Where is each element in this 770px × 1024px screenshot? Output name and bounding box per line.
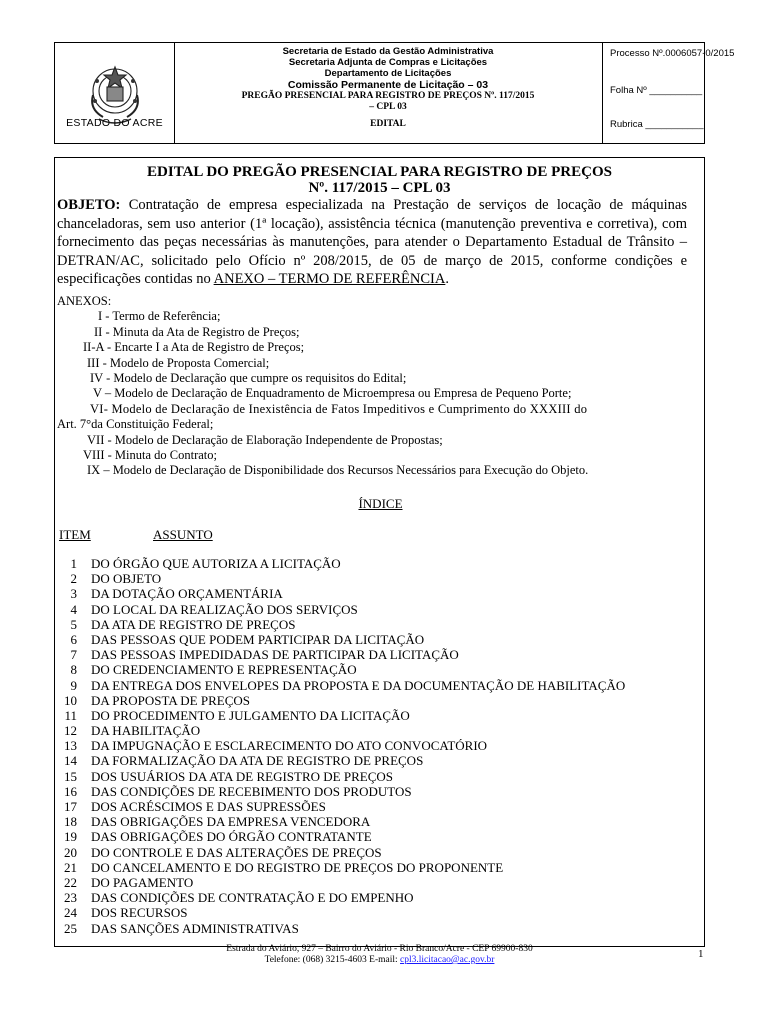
indice-item-number: 20 [64, 844, 77, 860]
anexo-item-continuation: Art. 7°da Constituição Federal; [57, 417, 214, 432]
document-footer [54, 944, 705, 966]
rubrica-field: Rubrica ___________ [610, 119, 704, 130]
indice-row [55, 693, 695, 708]
indice-row [55, 602, 695, 617]
state-name: ESTADO DO ACRE [66, 117, 163, 129]
indice-item-subject: DA IMPUGNAÇÃO E ESCLARECIMENTO DO ATO CONVOCATÓRIO [91, 738, 488, 754]
indice-item-subject: DO CONTROLE E DAS ALTERAÇÕES DE PREÇOS [91, 844, 382, 860]
indice-row [55, 571, 695, 586]
page-number: 1 [698, 948, 704, 960]
indice-item-number: 22 [64, 874, 77, 890]
indice-row [55, 875, 695, 890]
header-pregao-line1: PREGÃO PRESENCIAL PARA REGISTRO DE PREÇOS Nº. 117/2015 [241, 91, 535, 101]
indice-item-number: 4 [70, 601, 77, 617]
document-header [54, 42, 735, 144]
indice-list [55, 556, 695, 936]
header-pregao-line2: – CPL 03 [369, 102, 407, 112]
anexos-label: ANEXOS: [57, 294, 112, 308]
indice-item-subject: DA ENTREGA DOS ENVELOPES DA PROPOSTA E DA DOCUMENTAÇÃO DE HABILITAÇÃO [91, 677, 626, 693]
indice-row [55, 738, 695, 753]
indice-item-subject: DA DOTAÇÃO ORÇAMENTÁRIA [91, 586, 283, 602]
indice-item-subject: DAS PESSOAS QUE PODEM PARTICIPAR DA LICITAÇÃO [91, 631, 425, 647]
indice-item-subject: DAS CONDIÇÕES DE CONTRATAÇÃO E DO EMPENHO [91, 890, 414, 906]
anexo-item: V – Modelo de Declaração de Enquadramento de Microempresa ou Empresa de Pequeno Porte; [93, 386, 572, 401]
indice-item-number: 16 [64, 783, 77, 799]
indice-item-subject: DA HABILITAÇÃO [91, 723, 201, 739]
header-center-cell [174, 43, 603, 143]
indice-row [55, 678, 695, 693]
anexo-item: I - Termo de Referência; [98, 309, 221, 324]
anexo-item: VII - Modelo de Declaração de Elaboração Independente de Propostas; [87, 432, 443, 447]
indice-row [55, 753, 695, 768]
indice-item-subject: DO PAGAMENTO [91, 874, 194, 890]
indice-item-subject: DA FORMALIZAÇÃO DA ATA DE REGISTRO DE PREÇOS [91, 753, 424, 769]
indice-item-subject: DOS USUÁRIOS DA ATA DE REGISTRO DE PREÇOS [91, 768, 393, 784]
indice-col-assunto: ASSUNTO [153, 527, 213, 542]
indice-item-number: 15 [64, 768, 77, 784]
anexo-item: IX – Modelo de Declaração de Disponibilidade dos Recursos Necessários para Execução do Objeto. [87, 463, 589, 478]
header-logo-cell [55, 43, 175, 143]
indice-item-number: 19 [64, 829, 77, 845]
indice-item-number: 13 [64, 738, 77, 754]
objeto-label: OBJETO: [57, 197, 121, 213]
indice-item-number: 21 [64, 859, 77, 875]
indice-item-subject: DAS PESSOAS IMPEDIDADAS DE PARTICIPAR DA LICITAÇÃO [91, 647, 459, 663]
indice-row [55, 708, 695, 723]
objeto-paragraph [57, 196, 687, 289]
indice-item-subject: DA PROPOSTA DE PREÇOS [91, 692, 250, 708]
indice-row [55, 632, 695, 647]
header-line-departamento: Departamento de Licitações [324, 68, 452, 79]
header-line-secretaria: Secretaria de Estado da Gestão Administrativa [282, 46, 494, 57]
indice-item-number: 7 [70, 647, 77, 663]
indice-item-subject: DO LOCAL DA REALIZAÇÃO DOS SERVIÇOS [91, 601, 358, 617]
document-title-line1: EDITAL DO PREGÃO PRESENCIAL PARA REGISTRO DE PREÇOS [147, 164, 612, 180]
indice-item-subject: DOS RECURSOS [91, 905, 188, 921]
indice-row [55, 814, 695, 829]
indice-item-subject: DO ÓRGÃO QUE AUTORIZA A LICITAÇÃO [91, 556, 341, 571]
header-edital: EDITAL [370, 119, 406, 129]
process-number: Processo Nº.0006057-0/2015 [610, 48, 735, 59]
anexo-item: VIII - Minuta do Contrato; [83, 448, 218, 463]
indice-item-number: 24 [64, 905, 77, 921]
indice-item-number: 2 [70, 571, 77, 587]
indice-col-item: ITEM [59, 527, 91, 542]
header-process-cell [602, 43, 735, 143]
anexo-item: II-A - Encarte I a Ata de Registro de Preços; [83, 340, 305, 355]
header-line-adjunta: Secretaria Adjunta de Compras e Licitações [288, 57, 488, 68]
indice-item-number: 18 [64, 814, 77, 830]
indice-row [55, 829, 695, 844]
indice-item-subject: DO CREDENCIAMENTO E REPRESENTAÇÃO [91, 662, 357, 678]
indice-item-number: 25 [64, 920, 77, 936]
anexo-item: III - Modelo de Proposta Comercial; [87, 355, 270, 370]
indice-row [55, 586, 695, 601]
footer-phone: Telefone: (068) 3215-4603 E-mail: [264, 955, 401, 965]
indice-item-subject: DO OBJETO [91, 571, 162, 587]
document-body [54, 157, 705, 947]
indice-row [55, 799, 695, 814]
indice-row [55, 617, 695, 632]
indice-row [55, 769, 695, 784]
indice-item-subject: DA ATA DE REGISTRO DE PREÇOS [91, 616, 296, 632]
indice-row [55, 845, 695, 860]
indice-row [55, 860, 695, 875]
objeto-end: . [445, 271, 449, 287]
indice-item-subject: DOS ACRÉSCIMOS E DAS SUPRESSÕES [91, 799, 326, 814]
objeto-text: Contratação de empresa especializada na Prestação de serviços de locação de máquinas chanceladoras, sem uso anterior (1ª locação), assistência técnica (manutenção preventiva e corretiva), com fornecimento das peças necessárias às manutenções, para atender o Departamento Estadual de Trânsito – DETRAN/AC, solicitado pelo Ofício nº 208/2015, de 05 de março de 2015, conforme condições e especificações contidas no [57, 197, 687, 287]
footer-email-link[interactable]: cpl3.licitacao@ac.gov.br [400, 955, 495, 965]
objeto-anexo-ref: ANEXO – TERMO DE REFERÊNCIA [213, 271, 446, 287]
footer-contact [54, 955, 705, 966]
indice-item-number: 17 [64, 799, 77, 814]
header-comissao: Comissão Permanente de Licitação – 03 [287, 79, 489, 91]
indice-row [55, 905, 695, 920]
indice-item-number: 12 [64, 723, 77, 739]
indice-row [55, 556, 695, 571]
indice-row [55, 723, 695, 738]
footer-address: Estrada do Aviário, 927 – Bairro do Aviário - Rio Branco/Acre - CEP 69900-830 [226, 944, 533, 954]
indice-item-subject: DAS OBRIGAÇÕES DA EMPRESA VENCEDORA [91, 814, 371, 830]
indice-item-number: 14 [64, 753, 77, 769]
folha-field: Folha Nº __________ [610, 85, 703, 96]
indice-row [55, 784, 695, 799]
indice-item-number: 8 [70, 662, 77, 678]
indice-title: ÍNDICE [358, 496, 403, 511]
indice-item-number: 1 [70, 556, 77, 571]
indice-item-number: 23 [64, 890, 77, 906]
indice-item-number: 11 [64, 707, 77, 723]
indice-item-subject: DAS SANÇÕES ADMINISTRATIVAS [91, 920, 299, 936]
document-title-line2: Nº. 117/2015 – CPL 03 [308, 180, 451, 196]
indice-item-subject: DAS CONDIÇÕES DE RECEBIMENTO DOS PRODUTOS [91, 783, 412, 799]
indice-item-number: 10 [64, 692, 77, 708]
indice-item-number: 6 [70, 631, 77, 647]
indice-item-subject: DO PROCEDIMENTO E JULGAMENTO DA LICITAÇÃO [91, 707, 410, 723]
indice-item-number: 9 [70, 677, 77, 693]
anexo-item: IV - Modelo de Declaração que cumpre os requisitos do Edital; [90, 371, 407, 386]
indice-item-number: 3 [70, 586, 77, 602]
anexo-item: II - Minuta da Ata de Registro de Preços; [94, 324, 300, 339]
anexos-list [57, 294, 693, 479]
indice-row [55, 662, 695, 677]
indice-item-subject: DAS OBRIGAÇÕES DO ÓRGÃO CONTRATANTE [91, 829, 372, 845]
indice-item-subject: DO CANCELAMENTO E DO REGISTRO DE PREÇOS DO PROPONENTE [91, 859, 504, 875]
indice-row [55, 647, 695, 662]
anexo-item: VI- Modelo de Declaração de Inexistência de Fatos Impeditivos e Cumprimento do XXXIII do [90, 401, 588, 416]
indice-row [55, 890, 695, 905]
indice-item-number: 5 [70, 616, 77, 632]
indice-row [55, 921, 695, 936]
